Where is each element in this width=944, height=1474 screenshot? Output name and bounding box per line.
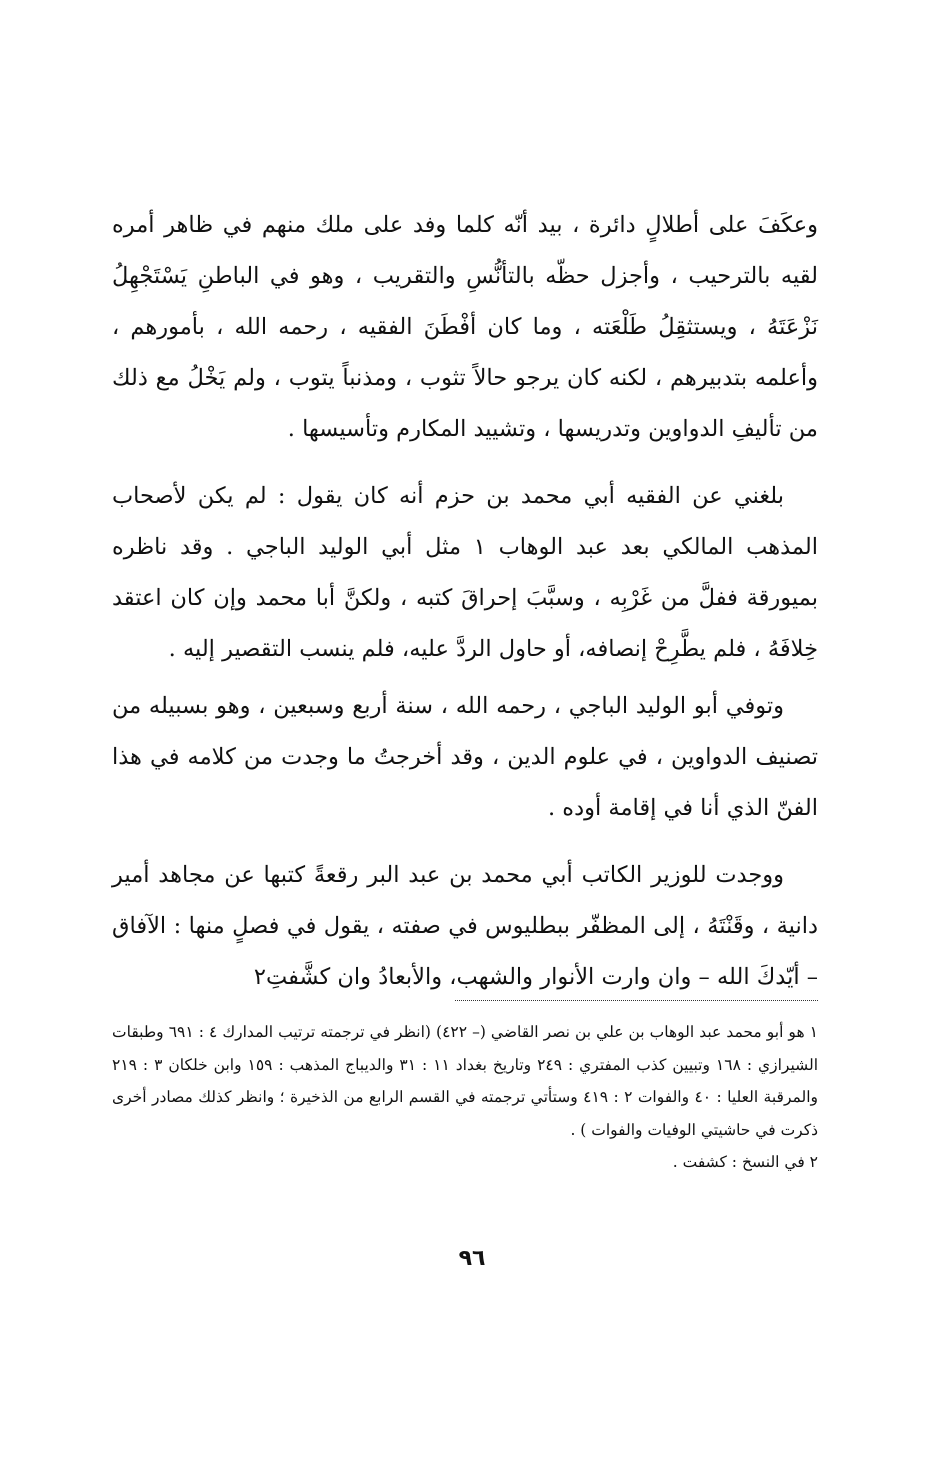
paragraph-3: وتوفي أبو الوليد الباجي ، رحمه الله ، سنة أربع وسبعين ، وهو بسبيله من تصنيف الدواوين ، في علوم الدين ، وقد أخرجتُ ما وجدت من كلامه في هذا الفنّ الذي أنا في إقامة أوده . — [112, 693, 818, 821]
main-text — [112, 200, 818, 1003]
footnote-separator — [455, 1000, 818, 1001]
paragraph-2: بلغني عن الفقيه أبي محمد بن حزم أنه كان يقول : لم يكن لأصحاب المذهب المالكي بعد عبد الوهاب ١ مثل أبي الوليد الباجي . وقد ناظره بميورقة ففلَّ من غَرْبِه ، وسبَّبَ إحراقَ كتبه ، ولكنَّ أبا محمد وإن كان اعتقد خِلافَهُ ، فلم يطَّرِحْ إنصافه، أو حاول الردَّ عليه، فلم ينسب التقصير إليه . — [112, 483, 819, 662]
footnote-1: ١ هو أبو محمد عبد الوهاب بن علي بن نصر القاضي (– ٤٢٢) (انظر في ترجمته ترتيب المدارك ٤ : ٦٩١ وطبقات الشيرازي : ١٦٨ وتبيين كذب المفتري : ٢٤٩ وتاريخ بغداد ١١ : ٣١ والديباج المذهب : ١٥٩ وابن خلكان ٣ : ٢١٩ والمرقبة العليا : ٤٠ والفوات ٢ : ٤١٩ وستأتي ترجمته في القسم الرابع من الذخيرة ؛ وانظر كذلك مصادر أخرى ذكرت في حاشيتي الوفيات والفوات ) . — [112, 1023, 819, 1139]
page-number: ٩٦ — [458, 1246, 486, 1271]
footnote-2: ٢ في النسخ : كشفت . — [672, 1153, 818, 1171]
paragraph-1: وعكَفَ على أطلالٍ دائرة ، بيد أنّه كلما وفد على ملك منهم في ظاهر أمره لقيه بالترحيب ، وأجزل حظّه بالتأنُّسِ والتقريب ، وهو في الباطنِ يَسْتَجْهِلُ نَزْعَتَهُ ، ويستثقِلُ طَلْعَته ، وما كان أفْطَنَ الفقيه ، رحمه الله ، بأمورهم ، وأعلمه بتدبيرهم ، لكنه كان يرجو حالاً تثوب ، ومذنباً يتوب ، ولم يَخْلُ مع ذلك من تأليفِ الدواوين وتدريسها ، وتشييد المكارم وتأسيسها . — [112, 212, 818, 442]
footnotes — [112, 1016, 818, 1179]
paragraph-4: ووجدت للوزير الكاتب أبي محمد بن عبد البر رقعةً كتبها عن مجاهد أمير دانية ، وقَنْتَهُ ، إلى المظفّر ببطليوس في صفته ، يقول في فصلٍ منها : الآفاق – أيّدكَ الله – وان وارت الأنوار والشهب، والأبعادُ وان كشَّفتِ٢ — [112, 862, 818, 990]
